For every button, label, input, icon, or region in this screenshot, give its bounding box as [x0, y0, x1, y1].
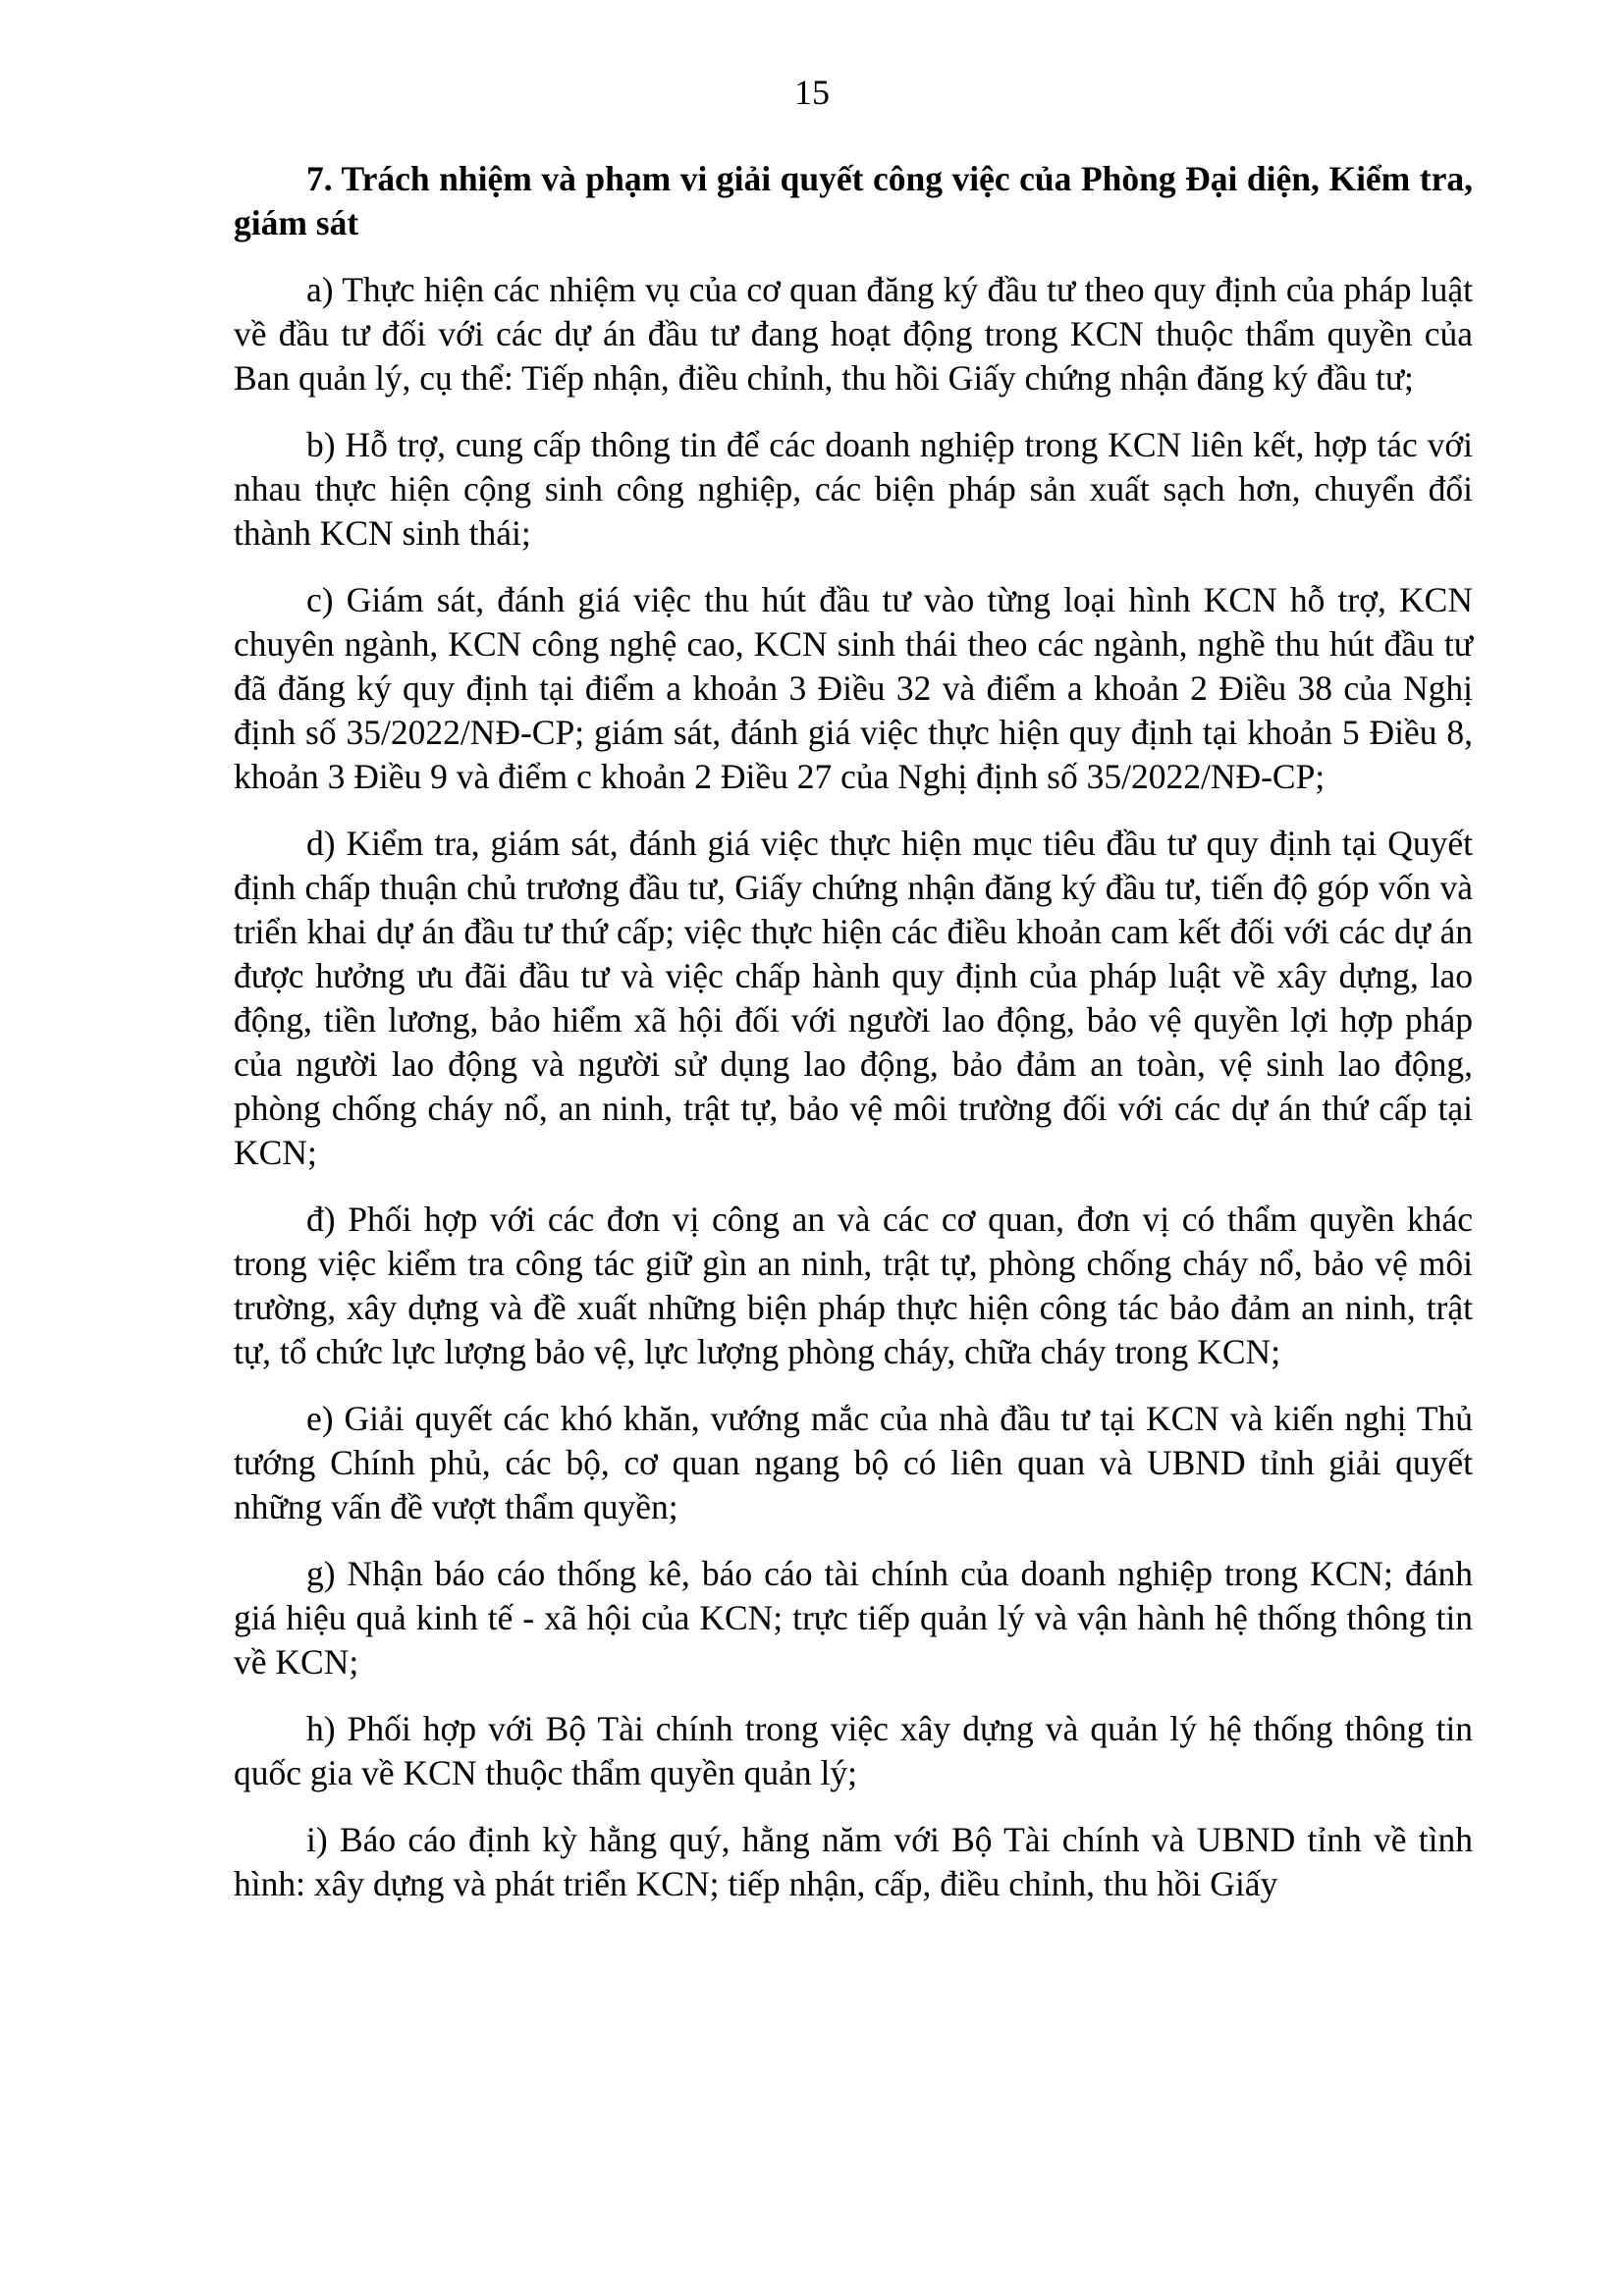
paragraph-g: g) Nhận báo cáo thống kê, báo cáo tài chính của doanh nghiệp trong KCN; đánh giá hiệu quả kinh tế - xã hội của KCN; trực tiếp quản lý và vận hành hệ thống thông tin về KCN; [234, 1554, 1473, 1682]
document-body [234, 157, 1473, 1929]
paragraph-d: d) Kiểm tra, giám sát, đánh giá việc thực hiện mục tiêu đầu tư quy định tại Quyết định chấp thuận chủ trương đầu tư, Giấy chứng nhận đăng ký đầu tư, tiến độ góp vốn và triển khai dự án đầu tư thứ cấp; việc thực hiện các điều khoản cam kết đối với các dự án được hưởng ưu đãi đầu tư và việc chấp hành quy định của pháp luật về xây dựng, lao động, tiền lương, bảo hiểm xã hội đối với người lao động, bảo vệ quyền lợi hợp pháp của người lao động và người sử dụng lao động, bảo đảm an toàn, vệ sinh lao động, phòng chống cháy nổ, an ninh, trật tự, bảo vệ môi trường đối với các dự án thứ cấp tại KCN; [234, 824, 1473, 1172]
section-heading: 7. Trách nhiệm và phạm vi giải quyết công việc của Phòng Đại diện, Kiểm tra, giám sát [234, 159, 1473, 242]
paragraph-b: b) Hỗ trợ, cung cấp thông tin để các doanh nghiệp trong KCN liên kết, hợp tác với nhau thực hiện cộng sinh công nghiệp, các biện pháp sản xuất sạch hơn, chuyển đổi thành KCN sinh thái; [234, 425, 1473, 553]
paragraph-dd: đ) Phối hợp với các đơn vị công an và các cơ quan, đơn vị có thẩm quyền khác trong việc kiểm tra công tác giữ gìn an ninh, trật tự, phòng chống cháy nổ, bảo vệ môi trường, xây dựng và đề xuất những biện pháp thực hiện công tác bảo đảm an ninh, trật tự, tổ chức lực lượng bảo vệ, lực lượng phòng cháy, chữa cháy trong KCN; [234, 1200, 1473, 1371]
page-number: 15 [794, 73, 830, 112]
paragraph-h: h) Phối hợp với Bộ Tài chính trong việc xây dựng và quản lý hệ thống thông tin quốc gia về KCN thuộc thẩm quyền quản lý; [234, 1709, 1473, 1792]
paragraph-c: c) Giám sát, đánh giá việc thu hút đầu tư vào từng loại hình KCN hỗ trợ, KCN chuyên ngành, KCN công nghệ cao, KCN sinh thái theo các ngành, nghề thu hút đầu tư đã đăng ký quy định tại điểm a khoản 3 Điều 32 và điểm a khoản 2 Điều 38 của Nghị định số 35/2022/NĐ-CP; giám sát, đánh giá việc thực hiện quy định tại khoản 5 Điều 8, khoản 3 Điều 9 và điểm c khoản 2 Điều 27 của Nghị định số 35/2022/NĐ-CP; [234, 580, 1473, 796]
paragraph-a: a) Thực hiện các nhiệm vụ của cơ quan đăng ký đầu tư theo quy định của pháp luật về đầu tư đối với các dự án đầu tư đang hoạt động trong KCN thuộc thẩm quyền của Ban quản lý, cụ thể: Tiếp nhận, điều chỉnh, thu hồi Giấy chứng nhận đăng ký đầu tư; [234, 270, 1473, 398]
paragraph-e: e) Giải quyết các khó khăn, vướng mắc của nhà đầu tư tại KCN và kiến nghị Thủ tướng Chính phủ, các bộ, cơ quan ngang bộ có liên quan và UBND tỉnh giải quyết những vấn đề vượt thẩm quyền; [234, 1399, 1473, 1526]
paragraph-i: i) Báo cáo định kỳ hằng quý, hằng năm với Bộ Tài chính và UBND tỉnh về tình hình: xây dựng và phát triển KCN; tiếp nhận, cấp, điều chỉnh, thu hồi Giấy [234, 1820, 1473, 1903]
